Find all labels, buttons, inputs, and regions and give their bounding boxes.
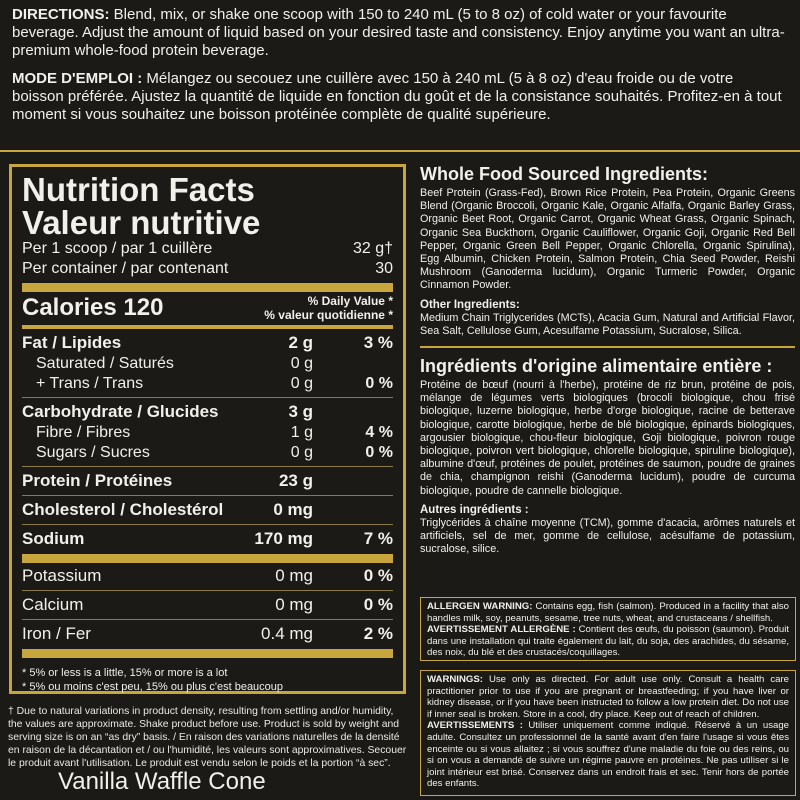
divider (22, 397, 393, 398)
nutrient-amount: 0.4 mg (261, 624, 313, 643)
nutrition-facts-panel (9, 164, 406, 694)
nutrient-row-calcium (22, 594, 393, 616)
other-ingredients-heading-fr: Autres ingrédients : (420, 503, 529, 516)
nutrient-row-sodium (22, 528, 393, 550)
allergen-label-fr: AVERTISSEMENT ALLERGÈNE : (427, 624, 576, 636)
container-value: 30 (375, 260, 393, 277)
nutrient-amount: 0 g (290, 444, 313, 461)
other-ingredients-text-fr: Triglycérides à chaîne moyenne (TCM), gomme d'acacia, arômes naturels et artificiels, sel de mer, gomme de cellulose, acésulfame de potassium, sucralose, silice. (420, 516, 795, 556)
divider (22, 590, 393, 591)
nutrient-row-carbohydrate (22, 401, 393, 423)
nutrient-label: Fibre / Fibres (36, 424, 131, 441)
nutrient-amount: 0 mg (273, 500, 313, 519)
nutrient-row-sugars (22, 443, 393, 463)
nutrition-title-fr: Valeur nutritive (22, 204, 261, 241)
allergen-warning-box (420, 597, 796, 661)
nutrient-dv: 2 % (363, 624, 393, 643)
allergen-label-en: ALLERGEN WARNING: (427, 601, 533, 612)
ingredients-section (420, 164, 795, 556)
other-ingredients-heading-en: Other Ingredients: (420, 298, 520, 311)
warnings-fr (427, 720, 789, 790)
nutrient-dv: 4 % (365, 424, 393, 441)
serving-value: 32 g† (352, 240, 393, 257)
nutrient-row-fat (22, 332, 393, 354)
nutrient-amount: 1 g (290, 424, 313, 441)
nutrient-amount: 3 g (288, 402, 313, 421)
daily-value-footnote (22, 666, 393, 694)
ingredients-text-fr: Protéine de bœuf (nourri à l'herbe), protéine de riz brun, protéine de pois, mélange de légumes verts biologiques (brocoli biologique, chou frisé biologique, luzerne biologique, herbe d'orge biologique, racine de betterave biologique, carotte biologique, herbe de blé biologique, épinards biologiques, argousier biologique, chou-fleur biologique, Goji biologique, poivron rouge biologique, poivron vert biologique, chlorelle biologique, spiruline biologique), albumine d'œuf, protéines de poulet, protéines de saumon, poudre de graines de chia, champignon reishi (Ganoderma lucidum), poudre de curcuma biologique, poudre de cannelle biologique. (420, 379, 795, 497)
nutrient-label: Fat / Lipides (22, 333, 122, 352)
nutrient-dv: 0 % (363, 566, 393, 585)
divider (22, 524, 393, 525)
mode-emploi-label: MODE D'EMPLOI : (12, 70, 143, 87)
nutrient-dv (313, 499, 393, 521)
nutrient-label: Iron / Fer (22, 624, 91, 643)
nutrient-label: Sodium (22, 529, 85, 548)
allergen-fr (427, 624, 789, 659)
divider-mid (22, 325, 393, 329)
nutrient-amount: 0 mg (275, 566, 313, 585)
nutrient-amount: 23 g (278, 471, 313, 490)
footnote-fr: * 5% ou moins c'est peu, 15% ou plus c'est beaucoup (22, 681, 284, 693)
nutrient-row-saturated (22, 354, 393, 374)
allergen-en (427, 601, 789, 624)
nutrient-dv: 7 % (363, 529, 393, 548)
divider (22, 619, 393, 620)
calories-row (22, 294, 393, 322)
directions-english (12, 6, 788, 60)
nutrient-amount: 170 mg (254, 529, 313, 548)
container-row (22, 259, 393, 279)
nutrient-dv (313, 470, 393, 492)
nutrient-row-cholesterol (22, 499, 393, 521)
nutrient-dv: 3 % (363, 333, 393, 352)
nutrition-title-en: Nutrition Facts (22, 171, 255, 208)
warnings-en (427, 674, 789, 720)
divider (420, 346, 795, 348)
nutrient-label: + Trans / Trans (36, 375, 144, 392)
warnings-text-fr: Utiliser uniquement comme indiqué. Réservé à un usage adulte. Consultez un professionnel de la santé avant d'en faire l'usage si vous êtes enceinte ou si vous allaitez ; si vous souffrez d'une maladie du foie ou des reins, ou si on vous a demandé de suivre un régime pauvre en protéines. Ne pas utiliser si le joint intérieur est brisé. Conservez dans un endroit frais et sec. Tenir hors de portée des enfants. (427, 720, 789, 790)
nutrient-label: Potassium (22, 566, 102, 585)
serving-row (22, 239, 393, 259)
ingredients-heading-fr: Ingrédients d'origine alimentaire entière : (420, 356, 773, 377)
divider-thick (22, 649, 393, 658)
nutrient-amount: 0 mg (275, 595, 313, 614)
warnings-label-fr: AVERTISSEMENTS : (427, 720, 523, 732)
serving-label: Per 1 scoop / par 1 cuillère (22, 240, 213, 257)
nutrient-row-protein (22, 470, 393, 492)
nutrient-label: Saturated / Saturés (36, 355, 174, 372)
nutrient-label: Protein / Protéines (22, 471, 173, 490)
nutrient-amount: 0 g (290, 355, 313, 372)
density-footnote: † Due to natural variations in product density, resulting from settling and/or humidity, the values are approximate. Shake product before use. Product is sold by weight and serving size is on an “as dry” basis. / En raison des variations naturelles de la densité en raison de la décantation et / ou l'humidité, les valeurs sont approximatives. Secouer le produit avant l'utilisation. Le produit est vendu selon le poids et la portion “à sec”. (8, 706, 407, 769)
ingredients-heading-en: Whole Food Sourced Ingredients: (420, 164, 708, 184)
nutrient-row-potassium (22, 565, 393, 587)
nutrient-label: Sugars / Sucres (36, 444, 150, 461)
container-label: Per container / par contenant (22, 260, 229, 277)
nutrient-row-iron (22, 623, 393, 645)
other-ingredients-text-en: Medium Chain Triglycerides (MCTs), Acacia Gum, Natural and Artificial Flavor, Sea Salt, Cellulose Gum, Acesulfame Potassium, Sucralose, Silica. (420, 311, 795, 337)
divider (22, 466, 393, 467)
warnings-label-en: WARNINGS: (427, 674, 483, 685)
warnings-text-en: Use only as directed. For adult use only. Consult a health care practitioner prior to use if you are pregnant or breastfeeding; if you have liver or kidney disease, or if you have been instructed to follow a low protein diet. Do not use if inner seal is broken. Store in a cool, dry place. Keep out of reach of children. (427, 674, 789, 720)
nutrient-amount: 2 g (288, 333, 313, 352)
directions-label: DIRECTIONS: (12, 6, 110, 23)
allergen-text-en: Contains egg, fish (salmon). Produced in a facility that also handles milk, soy, peanuts, sesame, tree nuts, wheat, and crustaceans / shellfish. (427, 601, 789, 624)
mode-emploi-text: Mélangez ou secouez une cuillère avec 150 à 240 mL (5 à 8 oz) d'eau froide ou de votre boisson préférée. Ajustez la quantité de liquide en fonction du goût et de la consistance souhaités. Profitez-en à tout moment si vous souhaitez une boisson protéinée complète de qualité supérieure. (12, 70, 782, 123)
nutrient-dv (313, 354, 393, 374)
daily-value-header (264, 294, 393, 322)
directions-french (12, 70, 788, 124)
directions-section (0, 0, 800, 152)
calories-label: Calories 120 (22, 294, 164, 321)
footnote-en: * 5% or less is a little, 15% or more is a lot (22, 667, 228, 679)
allergen-text-fr: Contient des œufs, du poisson (saumon). Produit dans une installation qui traite également du lait, du soja, des arachides, du sésame, des noix, du blé et des crustacés/coquillages. (427, 624, 789, 659)
nutrient-dv: 0 % (365, 444, 393, 461)
nutrient-label: Cholesterol / Cholestérol (22, 500, 224, 519)
nutrient-label: Calcium (22, 595, 84, 614)
nutrient-row-trans (22, 374, 393, 394)
nutrient-dv (313, 401, 393, 423)
flavor-name: Vanilla Waffle Cone (58, 768, 266, 795)
divider (22, 495, 393, 496)
nutrient-amount: 0 g (290, 375, 313, 392)
dv-header-en: % Daily Value * (307, 294, 393, 308)
divider-thick (22, 283, 393, 292)
warnings-box (420, 670, 796, 796)
ingredients-text-en: Beef Protein (Grass-Fed), Brown Rice Protein, Pea Protein, Organic Greens Blend (Organic Broccoli, Organic Kale, Organic Alfalfa, Organic Barley Grass, Organic Beet Root, Organic Carrot, Organic Wheat Grass, Organic Spinach, Organic Sea Buckthorn, Organic Cauliflower, Organic Goji, Organic Red Bell Pepper, Organic Green Bell Pepper, Organic Chlorella, Organic Spirulina), Egg Albumin, Chicken Protein, Salmon Protein, Chia Seed Powder, Reishi Mushroom (Ganoderma lucidum), Organic Turmeric Powder, Organic Cinnamon Powder. (420, 187, 795, 292)
dv-header-fr: % valeur quotidienne * (264, 308, 393, 322)
nutrient-dv: 0 % (365, 375, 393, 392)
nutrient-dv: 0 % (363, 595, 393, 614)
nutrient-row-fibre (22, 423, 393, 443)
nutrient-label: Carbohydrate / Glucides (22, 402, 219, 421)
divider-thick (22, 554, 393, 563)
directions-text: Blend, mix, or shake one scoop with 150 to 240 mL (5 to 8 oz) of cold water or your favourite beverage. Adjust the amount of liquid based on your desired taste and consistency. Enjoy anytime you want an ultra-premium whole-food protein beverage. (12, 6, 785, 59)
